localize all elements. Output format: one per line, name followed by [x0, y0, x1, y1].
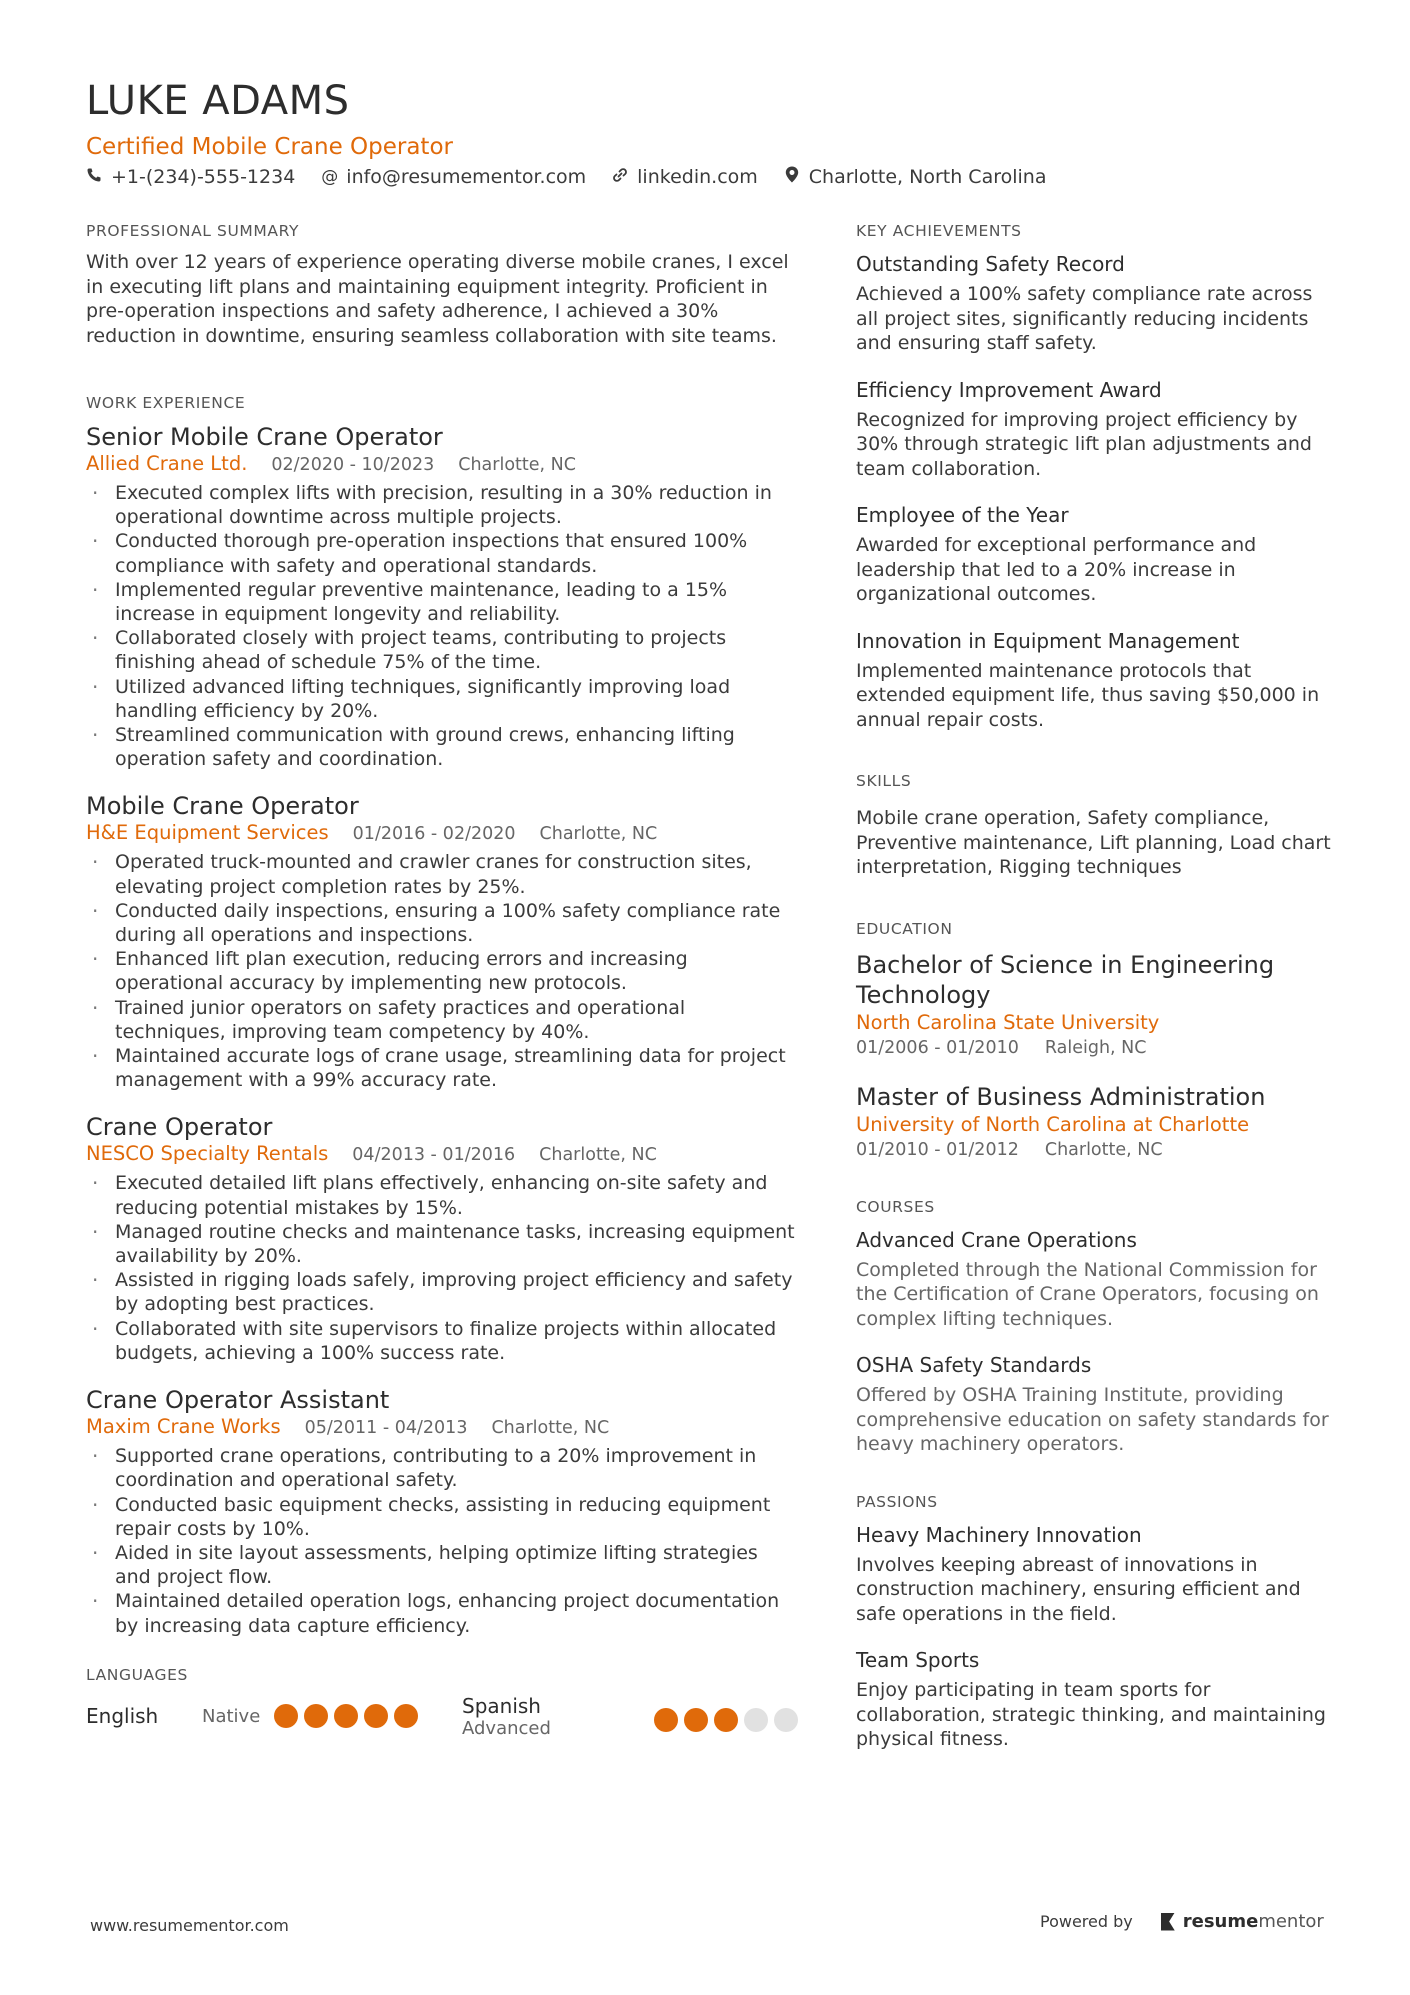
- achievement-title: Employee of the Year: [856, 503, 1069, 527]
- job-bullets: [86, 481, 798, 771]
- education-school: North Carolina State University: [856, 1010, 1160, 1034]
- job-bullet: · Executed complex lifts with precision, resulting in a 30% reduction in operational downtime across multiple projects.: [86, 481, 798, 529]
- passion-text: Enjoy participating in team sports for collaboration, strategic thinking, and maintaining physical fitness.: [856, 1679, 1326, 1750]
- contact-phone[interactable]: [86, 166, 295, 188]
- passion-title: Team Sports: [856, 1648, 980, 1672]
- job-dates: 05/2011 - 04/2013: [304, 1418, 468, 1439]
- achievements-section: [856, 222, 1336, 732]
- job-bullet: · Utilized advanced lifting techniques, significantly improving load handling efficiency by 20%.: [86, 675, 798, 723]
- education-location: Charlotte, NC: [1044, 1139, 1163, 1160]
- course-text: Offered by OSHA Training Institute, providing comprehensive education on safety standards for heavy machinery operators.: [856, 1384, 1329, 1455]
- job-meta: [86, 1415, 798, 1440]
- passion-item: [856, 1646, 1336, 1752]
- link-icon: [612, 167, 628, 188]
- education-degree: Bachelor of Science in Engineering Technology: [856, 950, 1275, 1009]
- rating-dot-empty: [774, 1708, 798, 1732]
- brand-logo[interactable]: [1161, 1911, 1324, 1932]
- experience-section: [86, 394, 798, 1638]
- achievement-text: Achieved a 100% safety compliance rate across all project sites, significantly reducing incidents and ensuring staff safety.: [856, 283, 1313, 354]
- language-entry: [86, 1704, 462, 1728]
- achievement-title: Innovation in Equipment Management: [856, 628, 1240, 653]
- job-company: NESCO Specialty Rentals: [86, 1142, 329, 1166]
- education-section: [856, 920, 1336, 1162]
- languages-row: [86, 1694, 798, 1739]
- job-bullet: · Supported crane operations, contributing to a 20% improvement in coordination and operational safety.: [86, 1444, 798, 1492]
- job-entry: [86, 791, 798, 1092]
- skills-section: [856, 772, 1336, 880]
- job-bullet: · Collaborated with site supervisors to finalize projects within allocated budgets, achieving a 100% success rate.: [86, 1317, 798, 1365]
- education-meta: [856, 1036, 1336, 1060]
- rating-dot-filled: [304, 1704, 328, 1728]
- footer-website[interactable]: www.resumementor.com: [90, 1916, 289, 1935]
- education-item: [856, 950, 1336, 1060]
- location-pin-icon: [784, 166, 800, 188]
- education-location: Raleigh, NC: [1044, 1037, 1147, 1058]
- achievement-item: [856, 501, 1336, 607]
- language-level: Advanced: [462, 1717, 551, 1739]
- languages-heading: LANGUAGES: [86, 1665, 188, 1684]
- job-dates: 04/2013 - 01/2016: [352, 1145, 516, 1166]
- education-school: University of North Carolina at Charlotte: [856, 1112, 1250, 1136]
- course-item: [856, 1226, 1336, 1332]
- skills-heading: SKILLS: [856, 772, 912, 790]
- left-column: [86, 222, 798, 1739]
- course-title: Advanced Crane Operations: [856, 1227, 1137, 1252]
- languages-section: [86, 1666, 798, 1739]
- job-bullet: · Trained junior operators on safety practices and operational techniques, improving team competency by 40%.: [86, 996, 798, 1044]
- job-dates: 01/2016 - 02/2020: [352, 824, 516, 845]
- job-bullet: · Maintained accurate logs of crane usage, streamlining data for project management with a 99% accuracy rate.: [86, 1044, 798, 1092]
- achievement-text: Recognized for improving project efficiency by 30% through strategic lift plan adjustments and team collaboration.: [856, 408, 1312, 480]
- email-text: info@resumementor.com: [346, 166, 587, 188]
- job-bullet: · Aided in site layout assessments, helping optimize lifting strategies and project flow.: [86, 1541, 798, 1589]
- job-company: Allied Crane Ltd.: [86, 452, 248, 475]
- phone-icon: [86, 167, 102, 188]
- job-location: Charlotte, NC: [539, 1145, 657, 1166]
- job-bullet: · Executed detailed lift plans effectively, enhancing on-site safety and reducing potential mistakes by 15%.: [86, 1171, 798, 1219]
- education-dates: 01/2010 - 01/2012: [856, 1139, 1019, 1160]
- job-bullet: · Implemented regular preventive maintenance, leading to a 15% increase in equipment longevity and reliability.: [86, 578, 798, 626]
- language-rating: [274, 1704, 418, 1728]
- education-item: [856, 1082, 1336, 1162]
- course-title: OSHA Safety Standards: [856, 1353, 1092, 1377]
- job-meta: [86, 1142, 798, 1167]
- candidate-name: LUKE ADAMS: [86, 78, 350, 124]
- language-level: Native: [202, 1705, 261, 1727]
- course-item: [856, 1351, 1336, 1457]
- language-entry: [462, 1694, 798, 1739]
- job-meta: [86, 452, 798, 477]
- passion-title: Heavy Machinery Innovation: [856, 1522, 1142, 1547]
- passions-section: [856, 1493, 1336, 1752]
- rating-dot-filled: [334, 1704, 358, 1728]
- job-title: Senior Mobile Crane Operator: [86, 423, 443, 451]
- job-bullet: · Assisted in rigging loads safely, improving project efficiency and safety by adopting best practices.: [86, 1268, 798, 1316]
- rating-dot-filled: [654, 1708, 678, 1732]
- passion-item: [856, 1521, 1336, 1627]
- candidate-role: Certified Mobile Crane Operator: [86, 134, 453, 160]
- summary-section: [86, 222, 798, 348]
- education-meta: [856, 1138, 1336, 1162]
- rating-dot-filled: [684, 1708, 708, 1732]
- contact-bar: [86, 166, 1046, 188]
- achievement-text: Awarded for exceptional performance and leadership that led to a 20% increase in organizational outcomes.: [856, 534, 1257, 605]
- linkedin-text: linkedin.com: [637, 166, 758, 188]
- courses-section: [856, 1198, 1336, 1457]
- powered-by-label: Powered by: [1040, 1912, 1133, 1931]
- job-bullet: · Streamlined communication with ground crews, enhancing lifting operation safety and coordination.: [86, 723, 798, 771]
- language-text: [462, 1694, 551, 1739]
- brand-light: mentor: [1258, 1911, 1324, 1932]
- skills-text: Mobile crane operation, Safety compliance, Preventive maintenance, Lift planning, Load chart interpretation, Rigging techniques: [856, 807, 1331, 878]
- job-location: Charlotte, NC: [458, 455, 576, 475]
- language-rating: [654, 1708, 798, 1732]
- location-text: Charlotte, North Carolina: [808, 166, 1047, 188]
- rating-dot-filled: [394, 1704, 418, 1728]
- language-name: English: [86, 1704, 159, 1729]
- job-company: Maxim Crane Works: [86, 1415, 281, 1439]
- phone-text: +1-(234)-555-1234: [111, 166, 296, 188]
- job-bullets: [86, 850, 798, 1092]
- summary-heading: PROFESSIONAL SUMMARY: [86, 222, 300, 240]
- at-icon: @: [321, 167, 339, 187]
- brand-bold: resume: [1182, 1911, 1259, 1932]
- job-location: Charlotte, NC: [491, 1418, 610, 1439]
- achievement-text: Implemented maintenance protocols that extended equipment life, thus saving $50,000 in annual repair costs.: [856, 659, 1320, 731]
- job-title: Mobile Crane Operator: [86, 792, 359, 821]
- contact-linkedin[interactable]: [612, 166, 758, 188]
- achievement-item: [856, 376, 1336, 482]
- education-heading: EDUCATION: [856, 919, 953, 938]
- job-meta: [86, 821, 798, 846]
- language-name: Spanish: [462, 1693, 541, 1718]
- brand-mark-icon: [1161, 1913, 1175, 1931]
- education-degree: Master of Business Administration: [856, 1082, 1266, 1111]
- passion-text: Involves keeping abreast of innovations in construction machinery, ensuring efficient and safe operations in the field.: [856, 1553, 1301, 1625]
- course-text: Completed through the National Commission for the Certification of Crane Operators, focusing on complex lifting techniques.: [856, 1258, 1319, 1330]
- job-bullets: [86, 1444, 798, 1638]
- footer-branding: [1040, 1911, 1324, 1932]
- rating-dot-filled: [714, 1708, 738, 1732]
- contact-email[interactable]: [321, 166, 586, 188]
- job-entry: [86, 422, 798, 771]
- job-company: H&E Equipment Services: [86, 821, 329, 845]
- job-bullet: · Conducted thorough pre-operation inspections that ensured 100% compliance with safety and operational standards.: [86, 529, 798, 577]
- job-bullet: · Enhanced lift plan execution, reducing errors and increasing operational accuracy by implementing new protocols.: [86, 947, 798, 995]
- achievement-item: [856, 250, 1336, 356]
- job-bullet: · Collaborated closely with project teams, contributing to projects finishing ahead of schedule 75% of the time.: [86, 626, 798, 674]
- contact-location: [784, 166, 1047, 188]
- job-location: Charlotte, NC: [539, 824, 658, 845]
- right-column: [856, 222, 1336, 1792]
- courses-heading: COURSES: [856, 1197, 935, 1216]
- job-title: Crane Operator Assistant: [86, 1386, 390, 1415]
- job-bullet: · Managed routine checks and maintenance tasks, increasing equipment availability by 20%.: [86, 1220, 798, 1268]
- job-entry: [86, 1385, 798, 1638]
- experience-heading: WORK EXPERIENCE: [86, 394, 246, 412]
- job-title: Crane Operator: [86, 1113, 273, 1142]
- job-bullet: · Operated truck-mounted and crawler cranes for construction sites, elevating project completion rates by 25%.: [86, 850, 798, 898]
- achievement-item: [856, 627, 1336, 733]
- job-entry: [86, 1112, 798, 1365]
- job-dates: 02/2020 - 10/2023: [271, 455, 435, 475]
- education-dates: 01/2006 - 01/2010: [856, 1037, 1019, 1058]
- rating-dot-empty: [744, 1708, 768, 1732]
- rating-dot-filled: [364, 1704, 388, 1728]
- job-bullet: · Maintained detailed operation logs, enhancing project documentation by increasing data capture efficiency.: [86, 1589, 798, 1637]
- achievements-heading: KEY ACHIEVEMENTS: [856, 222, 1022, 240]
- job-bullet: · Conducted daily inspections, ensuring a 100% safety compliance rate during all operations and inspections.: [86, 899, 798, 947]
- rating-dot-filled: [274, 1704, 298, 1728]
- summary-text: With over 12 years of experience operating diverse mobile cranes, I excel in executing lift plans and maintaining equipment integrity. Proficient in pre-operation inspections and safety adherence, I achieved a 30% reduction in downtime, ensuring seamless collaboration with site teams.: [86, 251, 789, 347]
- job-bullet: · Conducted basic equipment checks, assisting in reducing equipment repair costs by 10%.: [86, 1493, 798, 1541]
- achievement-title: Efficiency Improvement Award: [856, 377, 1162, 402]
- achievement-title: Outstanding Safety Record: [856, 252, 1125, 276]
- passions-heading: PASSIONS: [856, 1492, 938, 1511]
- job-bullets: [86, 1171, 798, 1365]
